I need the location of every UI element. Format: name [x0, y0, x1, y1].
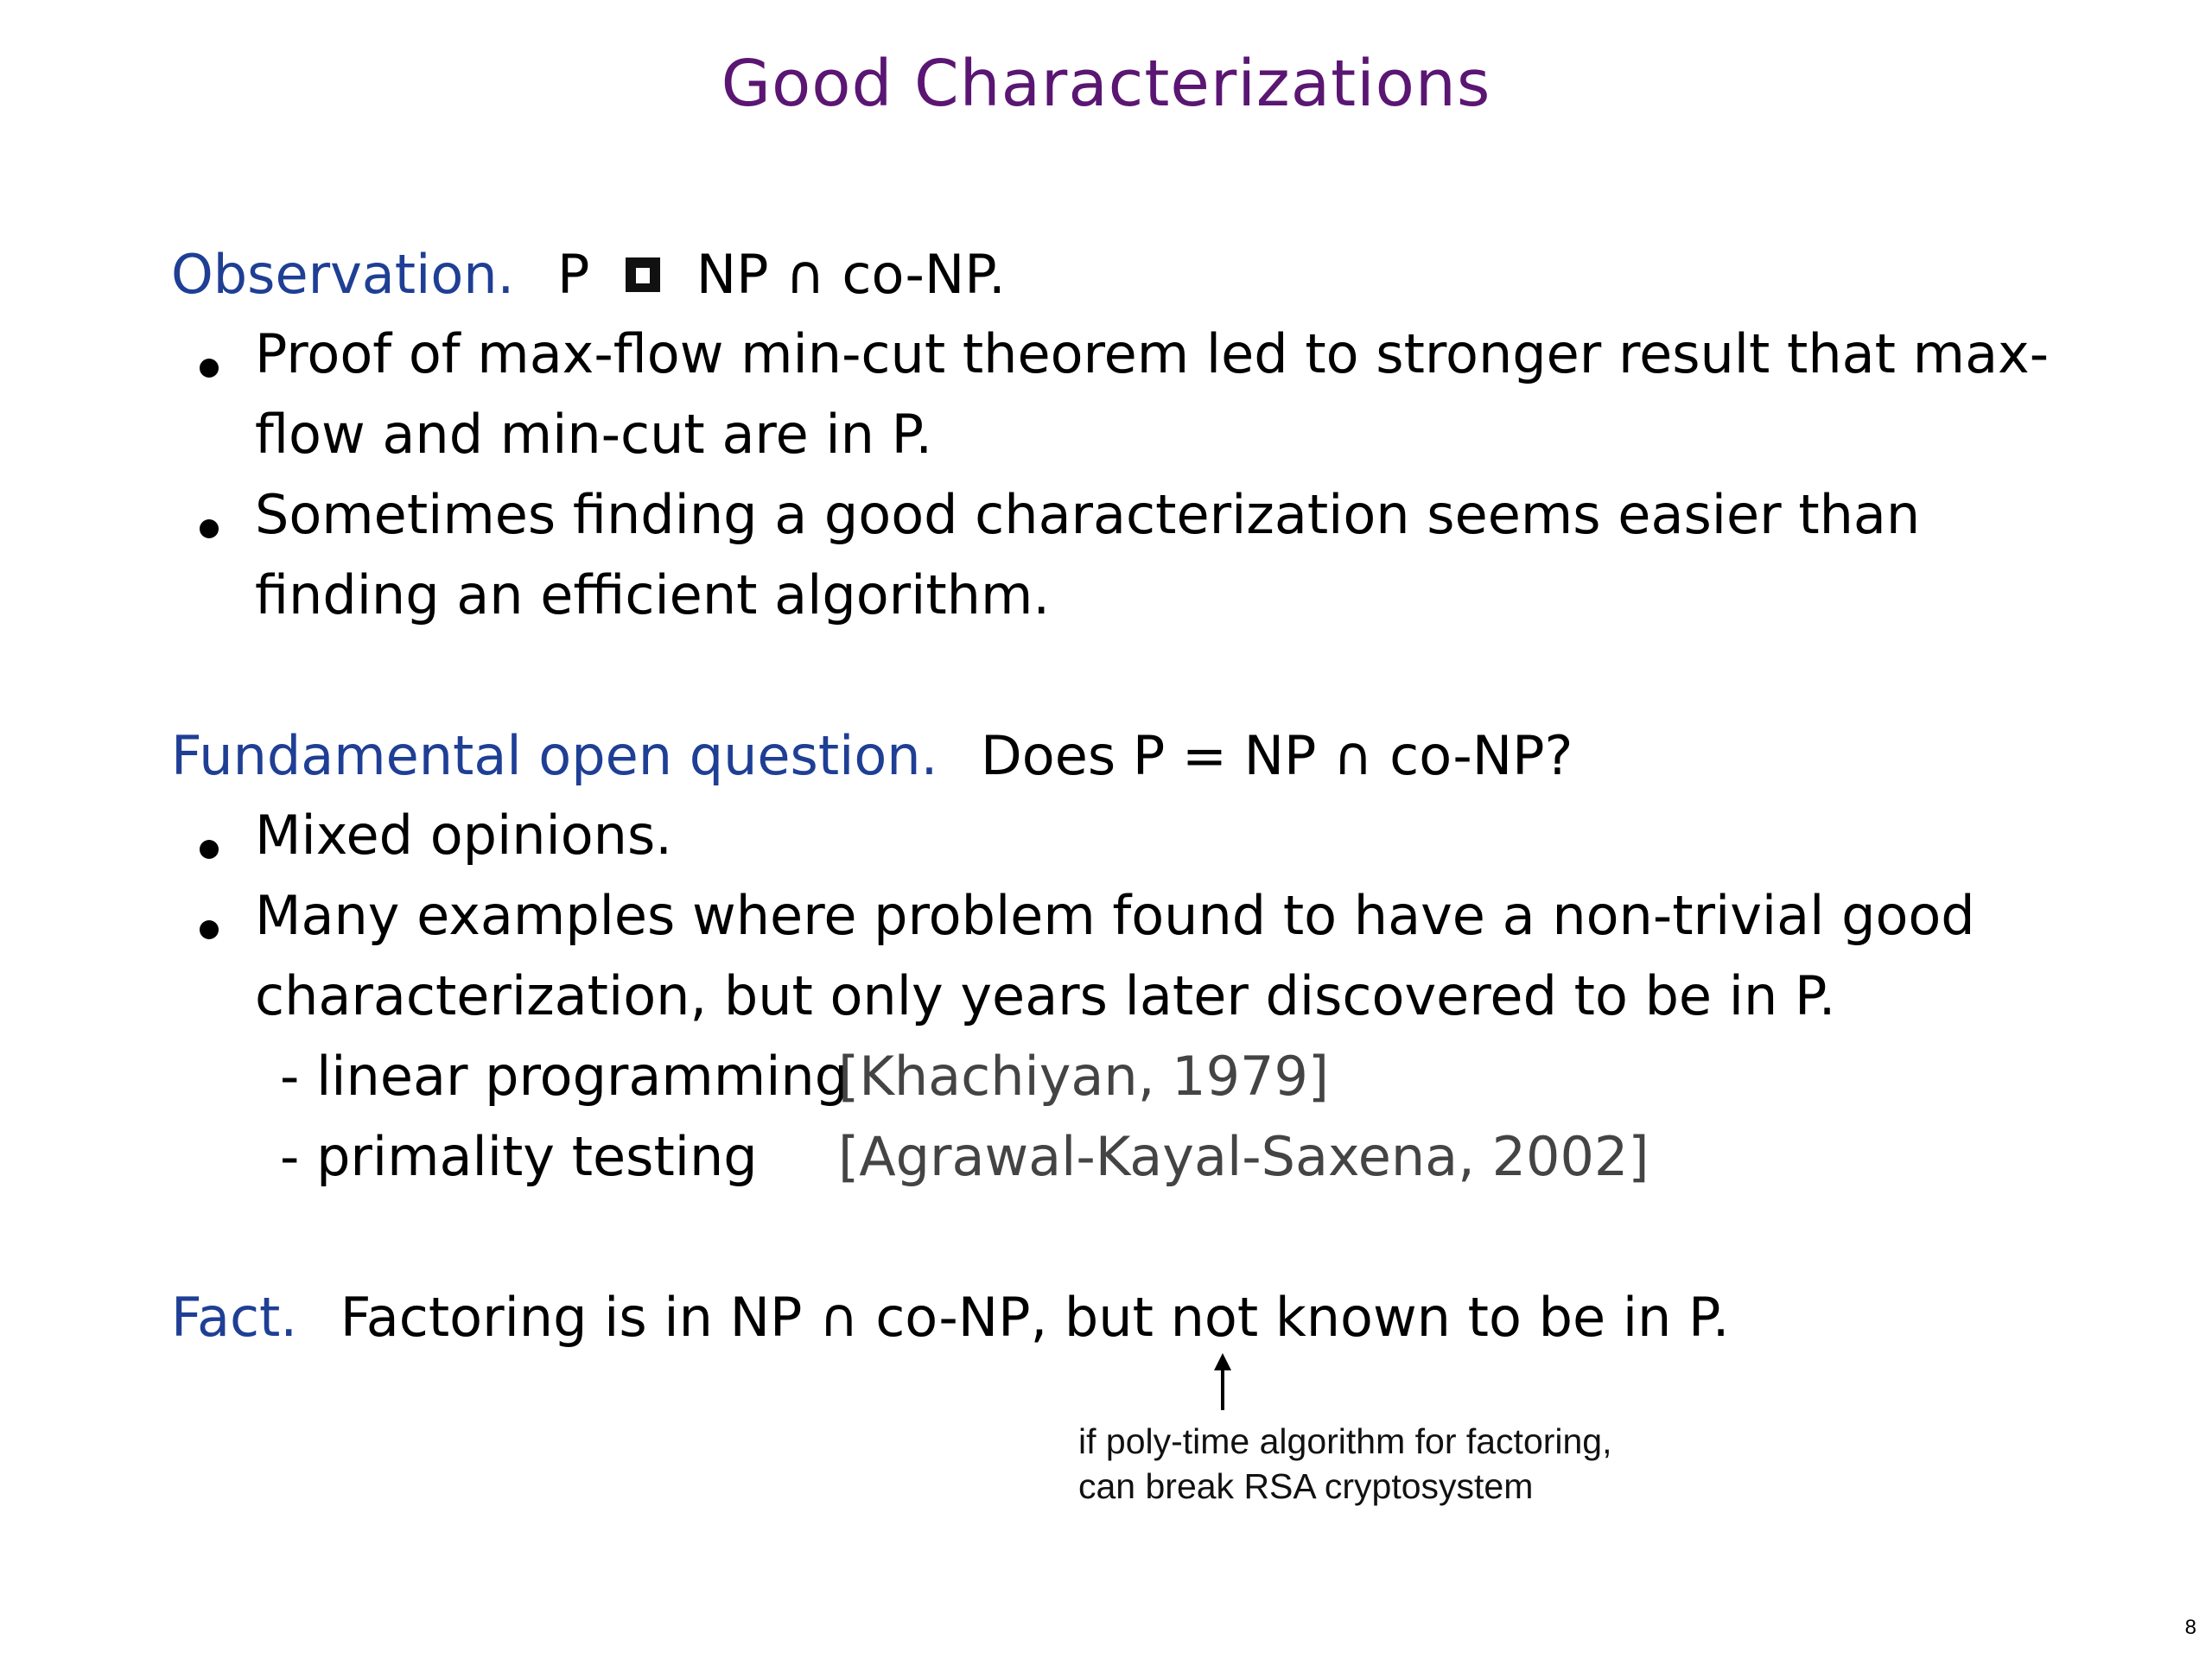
- question-bullet-1: Mixed opinions.: [255, 804, 672, 867]
- bullet-icon: [200, 359, 219, 378]
- subset-symbol-icon: [626, 257, 660, 292]
- question-text: Does P = NP ∩ co-NP?: [981, 724, 1573, 787]
- footnote-line-2: can break RSA cryptosystem: [1078, 1466, 1534, 1506]
- question-bullet-2-line-1: Many examples where problem found to have a non-trivial good: [255, 884, 1975, 947]
- question-label: Fundamental open question.: [171, 724, 938, 787]
- fact-line: [171, 1283, 1730, 1352]
- observation-lead: P: [556, 243, 590, 306]
- fact-text: Factoring is in NP ∩ co-NP, but not known to be in P.: [340, 1286, 1730, 1349]
- observation-line: [171, 240, 1006, 309]
- bullet-icon: [200, 519, 219, 538]
- question-bullet-2-line-2: characterization, but only years later discovered to be in P.: [255, 964, 1836, 1027]
- slide-title: Good Characterizations: [721, 47, 1491, 121]
- citation-aks: [Agrawal-Kayal-Saxena, 2002]: [838, 1125, 1649, 1188]
- observation-bullet-2-line-2: finding an efficient algorithm.: [255, 563, 1051, 626]
- observation-label: Observation.: [171, 243, 515, 306]
- observation-bullet-2-line-1: Sometimes finding a good characterization seems easier than: [255, 483, 1921, 546]
- observation-bullet-1-line-2: flow and min-cut are in P.: [255, 403, 933, 466]
- bullet-icon: [200, 920, 219, 939]
- observation-bullet-1-line-1: Proof of max-flow min-cut theorem led to stronger result that max-: [255, 322, 2050, 385]
- question-line: [171, 721, 1573, 791]
- subitem-linear-programming: - linear programming: [280, 1045, 849, 1108]
- observation-rest: NP ∩ co-NP.: [696, 243, 1006, 306]
- fact-label: Fact.: [171, 1286, 298, 1349]
- footnote-line-1: if poly-time algorithm for factoring,: [1078, 1421, 1612, 1461]
- bullet-icon: [200, 840, 219, 859]
- arrow-shaft: [1221, 1365, 1224, 1410]
- subitem-primality-testing: - primality testing: [280, 1125, 758, 1188]
- page-number: 8: [2184, 1616, 2196, 1639]
- citation-khachiyan: [Khachiyan, 1979]: [838, 1045, 1330, 1108]
